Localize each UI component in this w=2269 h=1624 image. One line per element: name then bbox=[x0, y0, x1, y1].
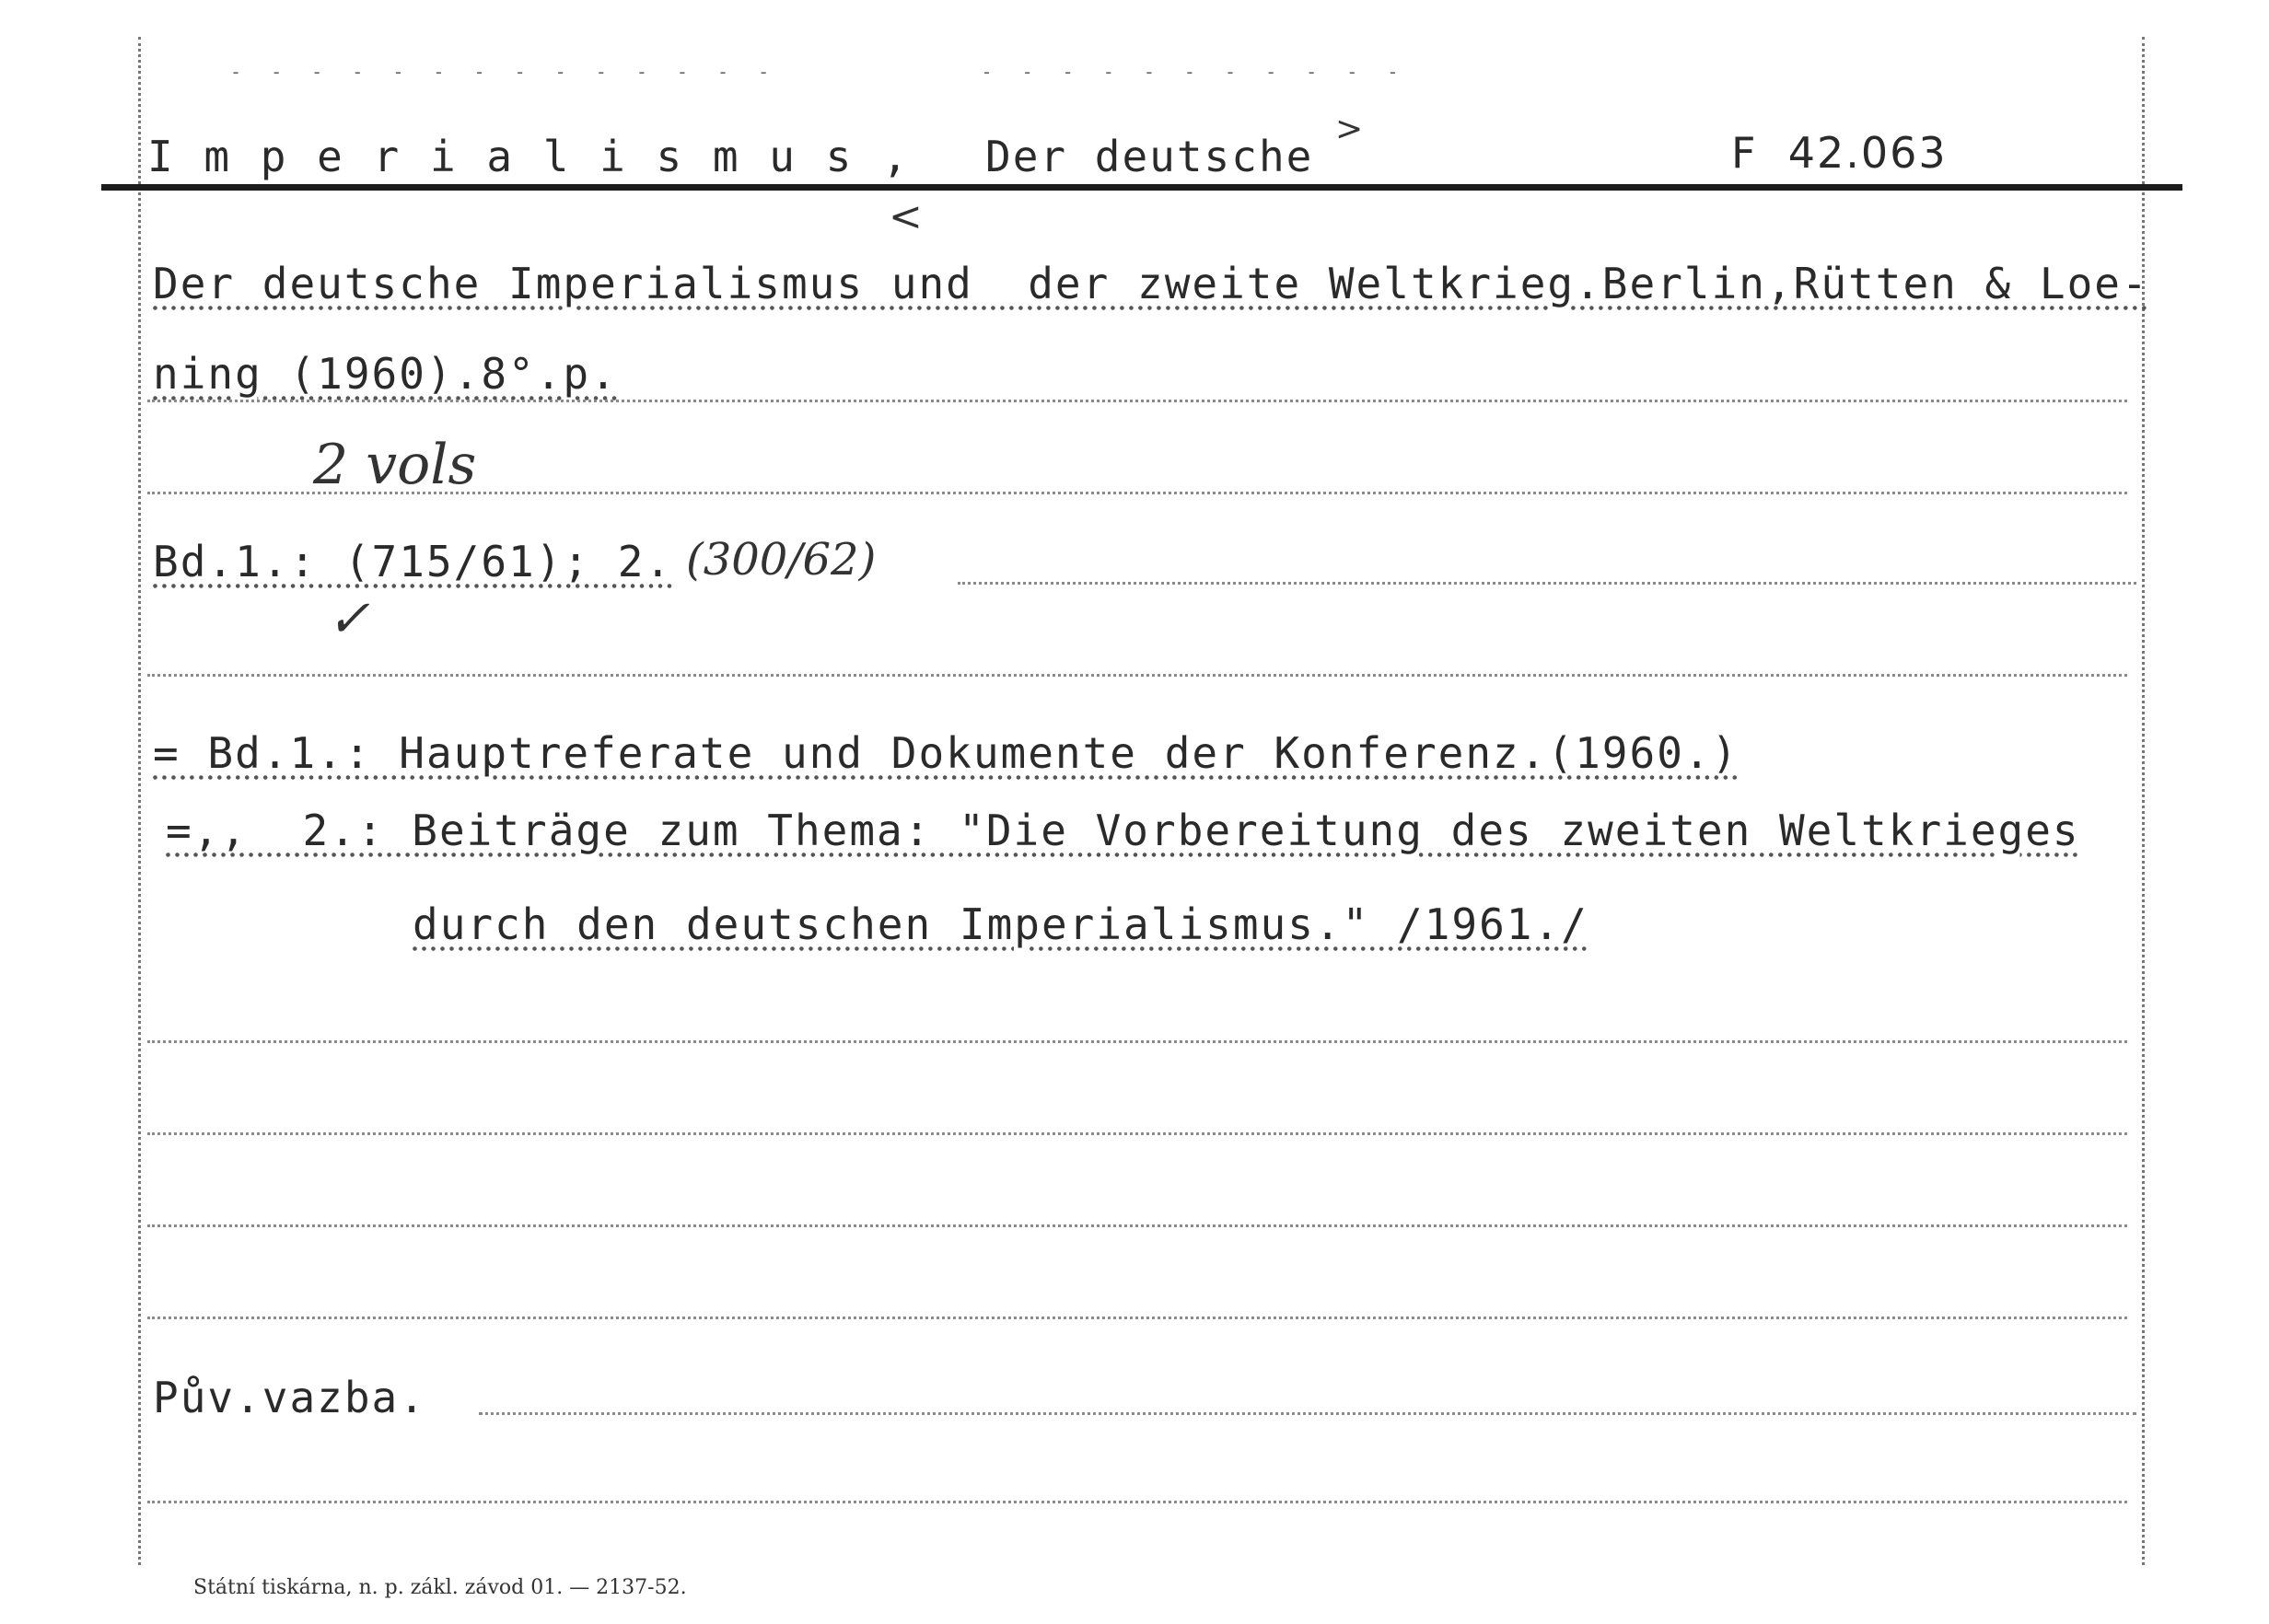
ruled-line bbox=[147, 1317, 2127, 1319]
ruled-line bbox=[147, 1132, 2127, 1135]
check-mark-icon: ✓ bbox=[327, 589, 370, 649]
ruled-line bbox=[147, 1224, 2127, 1227]
left-margin-line bbox=[138, 37, 141, 1565]
ruled-line bbox=[479, 1412, 2136, 1415]
handwritten-accession-number: (300/62) bbox=[686, 534, 877, 586]
subject-heading: I m p e r i a l i s m u s , bbox=[147, 132, 911, 181]
insert-mark-icon: < bbox=[889, 193, 923, 240]
contents-volume-1: = Bd.1.: Hauptreferate und Dokumente der Konferenz.(1960.) bbox=[153, 728, 1740, 778]
title-line-2: ning (1960).8°.p. bbox=[153, 349, 618, 399]
volumes-accession-line: Bd.1.: (715/61); 2. bbox=[153, 537, 673, 586]
printer-imprint: Státní tiskárna, n. p. zákl. závod 01. — 2137-52. bbox=[193, 1576, 687, 1599]
binding-note: Pův.vazba. bbox=[153, 1373, 426, 1422]
ruled-line bbox=[147, 674, 2127, 677]
subject-subheading: Der deutsche bbox=[985, 132, 1314, 181]
ruled-line bbox=[147, 400, 2127, 402]
contents-volume-2-line-2: durch den deutschen Imperialismus." /1961./ bbox=[413, 899, 1588, 949]
printed-tick-marks: - - - - - - - - - - - - - - - - - - - - - - - - - bbox=[230, 61, 1408, 83]
ruled-line bbox=[147, 1501, 2127, 1503]
shelfmark: F 42.063 bbox=[1731, 128, 1948, 178]
ruled-line bbox=[958, 582, 2136, 585]
contents-volume-2-line-1: =,, 2.: Beiträge zum Thema: "Die Vorbereitung des zweiten Weltkrieges bbox=[166, 806, 2080, 855]
handwritten-volumes-note: 2 vols bbox=[313, 433, 477, 497]
insert-mark-icon: > bbox=[1335, 110, 1364, 148]
ruled-line bbox=[147, 1040, 2127, 1043]
ruled-line bbox=[147, 492, 2127, 494]
header-rule bbox=[101, 184, 2182, 191]
title-line-1: Der deutsche Imperialismus und der zweite Weltkrieg.Berlin,Rütten & Loe- bbox=[153, 259, 2149, 308]
